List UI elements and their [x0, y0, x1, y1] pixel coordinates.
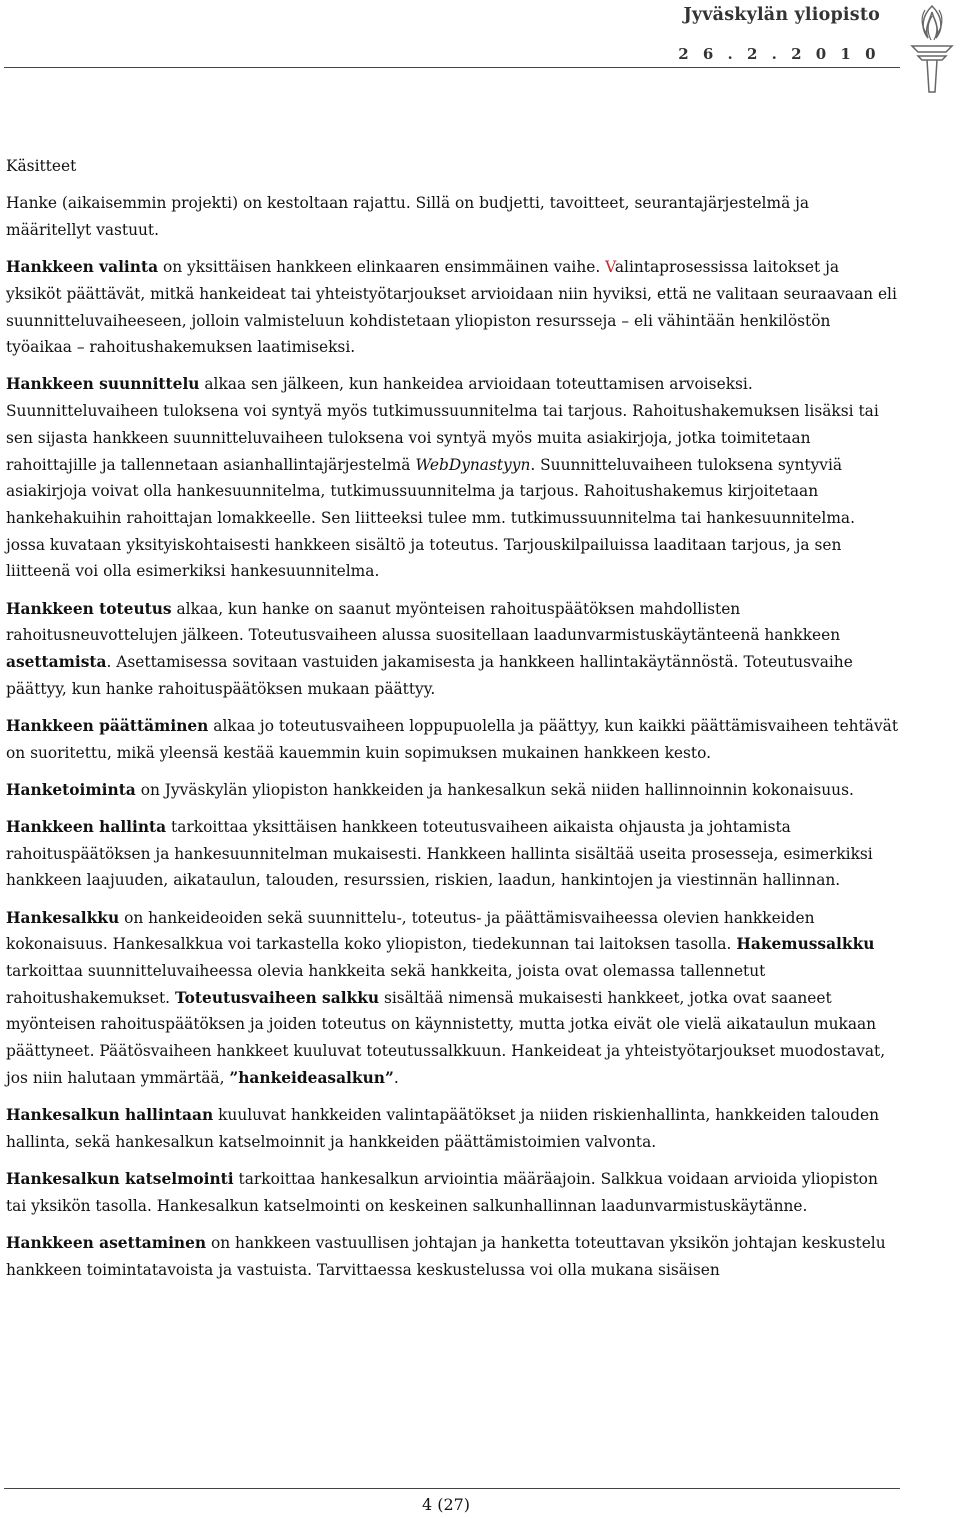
- term: Hankkeen hallinta: [6, 817, 167, 836]
- paragraph-hankkeen-asettaminen: Hankkeen asettaminen on hankkeen vastuullisen johtajan ja hanketta toteuttavan yksikön johtajan keskustelu hankkeen toimintatavoista ja vastuista. Tarvittaessa keskustelussa voi olla mukana sisäisen: [6, 1233, 886, 1279]
- torch-logo-icon: [908, 2, 956, 98]
- footer-divider: [4, 1488, 900, 1489]
- paragraph-hanketoiminta: Hanketoiminta on Jyväskylän yliopiston hankkeiden ja hankesalkun sekä niiden hallinnoinnin kokonaisuus.: [6, 780, 854, 799]
- bold-term: Hakemussalkku: [736, 935, 875, 954]
- term: Hankkeen asettaminen: [6, 1233, 207, 1252]
- paragraph-hankesalkun-katselmointi: Hankesalkun katselmointi tarkoittaa hankesalkun arviointia määräajoin. Salkkua voidaan arvioida yliopiston tai yksikön tasolla. Hankesalkun katselmointi on keskeinen salkunhallinnan laadunvarmistuskäytänne.: [6, 1169, 878, 1215]
- term: Hanketoiminta: [6, 780, 136, 799]
- document-date: 2 6 . 2 . 2 0 1 0: [678, 45, 880, 63]
- term: Hankesalkun katselmointi: [6, 1169, 234, 1188]
- university-name: Jyväskylän yliopisto: [683, 5, 880, 25]
- document-body: [6, 153, 898, 1294]
- paragraph-hankkeen-paattaminen: Hankkeen päättäminen alkaa jo toteutusvaiheen loppupuolella ja päättyy, kun kaikki päättämisvaiheen tehtävät on suoritettu, mikä yleensä kestää kauemmin kuin sopimuksen mukainen hankkeen kesto.: [6, 716, 899, 762]
- page-header: [0, 0, 960, 100]
- bold-term: ”hankeideasalkun”: [229, 1068, 394, 1087]
- term: Hankesalkun hallintaan: [6, 1106, 214, 1124]
- bold-term: asettamista: [6, 652, 107, 671]
- paragraph-hankkeen-suunnittelu: Hankkeen suunnittelu alkaa sen jälkeen, kun hankeidea arvioidaan toteuttamisen arvoiseksi. Suunnitteluvaiheen tuloksena voi syntyä myös tutkimussuunnitelma tai tarjous. Rahoitushakemuksen lisäksi tai sen sijasta hankkeen suunnitteluvaiheen tuloksena voi syntyä myös muita asiakirjoja, jotka toimitetaan rahoittajille ja tallennetaan asianhallintajärjestelmä WebDynastyyn. Suunnitteluvaiheen tuloksena syntyviä asiakirjoja voivat olla hankesuunnitelma, tutkimussuunnitelma ja tarjous. Rahoitushakemus kirjoitetaan hankehakuihin rahoittajan lomakkeelle. Sen liitteeksi tulee mm. tutkimussuunnitelma tai hankesuunnitelma. jossa kuvataan yksityiskohtaisesti hankkeen sisältö ja toteutus. Tarjouskilpailuissa laaditaan tarjous, ja sen liitteenä voi olla esimerkiksi hankesuunnitelma.: [6, 375, 879, 581]
- italic-term: WebDynastyyn: [415, 455, 531, 474]
- term: Hankkeen suunnittelu: [6, 375, 200, 394]
- paragraph-hankesalkku: Hankesalkku on hankeideoiden sekä suunnittelu-, toteutus- ja päättämisvaiheessa olevien hankkeiden kokonaisuus. Hankesalkkua voi tarkastella koko yliopiston, tiedekunnan tai laitoksen tasolla. Hakemussalkku tarkoittaa suunnitteluvaiheessa olevia hankkeita sekä hankkeita, joista ovat olemassa tallennetut rahoitushakemukset. Toteutusvaiheen salkku sisältää nimensä mukaisesti hankkeet, jotka ovat saaneet myönteisen rahoituspäätöksen ja joiden toteutus on käynnistetty, mutta jotka eivät ole vielä aikataulun mukaan päättyneet. Päätösvaiheen hankkeet kuuluvat toteutussalkkuun. Hankeideat ja yhteistyötarjoukset muodostavat, jos niin halutaan ymmärtää, ”hankeideasalkun”.: [6, 908, 886, 1087]
- paragraph-hankkeen-valinta: Hankkeen valinta on yksittäisen hankkeen elinkaaren ensimmäinen vaihe. Valintaprosessissa laitokset ja yksiköt päättävät, mitkä hankeideat tai yhteistyötarjoukset arvioidaan niin hyviksi, että ne valitaan seuraavaan eli suunnitteluvaiheeseen, jolloin valmisteluun kohdistetaan yliopiston resursseja – eli vähintään henkilöstön työaikaa – rahoitushakemuksen laatimiseksi.: [6, 258, 897, 357]
- term: Hankesalkku: [6, 908, 120, 927]
- paragraph-hankkeen-toteutus: Hankkeen toteutus alkaa, kun hanke on saanut myönteisen rahoituspäätöksen mahdollisten rahoitusneuvottelujen jälkeen. Toteutusvaiheen alussa suositellaan laadunvarmistuskäytänteenä hankkeen asettamista. Asettamisessa sovitaan vastuiden jakamisesta ja hankkeen hallintakäytännöstä. Toteutusvaihe päättyy, kun hanke rahoituspäätöksen mukaan päättyy.: [6, 599, 853, 698]
- bold-term: Toteutusvaiheen salkku: [174, 988, 380, 1007]
- section-title: Käsitteet: [6, 157, 77, 175]
- term: Hankkeen päättäminen: [6, 716, 209, 735]
- paragraph-hankkeen-hallinta: Hankkeen hallinta tarkoittaa yksittäisen hankkeen toteutusvaiheen aikaista ohjausta ja johtamista rahoituspäätöksen ja hankesuunnitelman mukaisesti. Hankkeen hallinta sisältää useita prosesseja, esimerkiksi hankkeen laajuuden, aikataulun, talouden, resurssien, riskien, laadun, hankintojen ja viestinnän hallinnan.: [6, 817, 873, 890]
- paragraph-hankesalkun-hallintaan: Hankesalkun hallintaan kuuluvat hankkeiden valintapäätökset ja niiden riskienhallinta, hankkeiden talouden hallinta, sekä hankesalkun katselmoinnit ja hankkeiden päättämistoimien valvonta.: [6, 1106, 880, 1151]
- header-divider: [4, 67, 900, 68]
- red-letter: V: [605, 258, 615, 277]
- term: Hankkeen valinta: [6, 258, 159, 277]
- term: Hankkeen toteutus: [6, 599, 172, 618]
- paragraph-hanke: Hanke (aikaisemmin projekti) on kestoltaan rajattu. Sillä on budjetti, tavoitteet, seurantajärjestelmä ja määritellyt vastuut.: [6, 194, 810, 239]
- page-number: 4 (27): [421, 1495, 471, 1514]
